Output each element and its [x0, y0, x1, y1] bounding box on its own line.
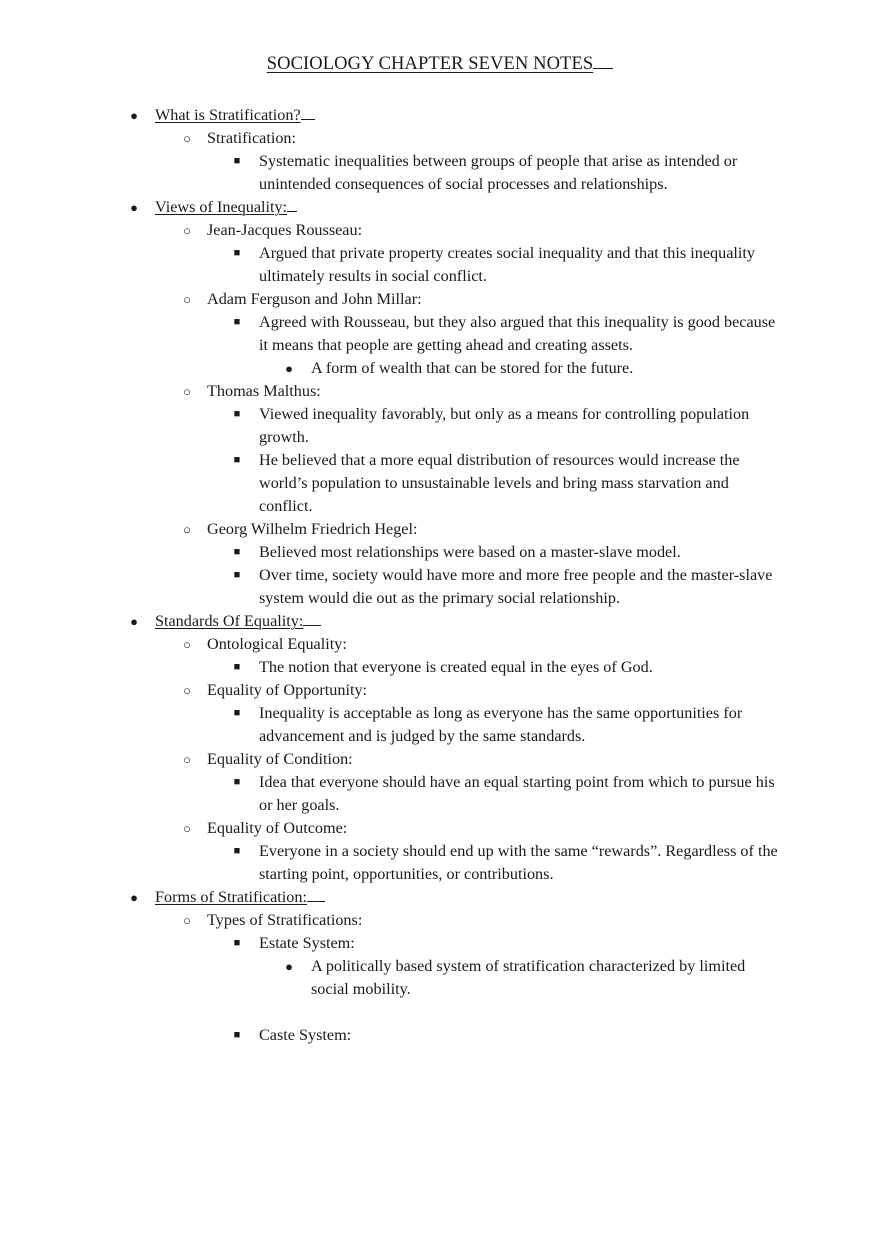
topic-item — [0, 219, 880, 242]
page-title — [0, 54, 880, 75]
hollow-circle-bullet-icon: ○ — [183, 384, 191, 399]
note-text: Over time, society would have more and more free people and the master-slave system would die out as the primary social relationship. — [259, 566, 773, 607]
section-heading — [0, 104, 880, 127]
topic-item — [0, 380, 880, 403]
note-point — [0, 449, 880, 518]
hollow-circle-bullet-icon: ○ — [183, 131, 191, 146]
note-text: Everyone in a society should end up with the same “rewards”. Regardless of the starting point, opportunities, or contributions. — [259, 842, 778, 883]
note-point — [0, 150, 880, 196]
section-heading — [0, 886, 880, 909]
section-heading-text: What is Stratification? — [155, 106, 301, 124]
square-bullet-icon: ■ — [233, 408, 241, 420]
hollow-circle-bullet-icon: ○ — [183, 913, 191, 928]
note-point — [0, 311, 880, 357]
filled-circle-bullet-icon: ● — [130, 614, 138, 629]
note-point — [0, 1024, 880, 1047]
topic-item — [0, 909, 880, 932]
topic-item — [0, 127, 880, 150]
section-heading-text: Forms of Stratification: — [155, 888, 307, 906]
note-point — [0, 242, 880, 288]
filled-circle-bullet-icon: ● — [130, 890, 138, 905]
topic-label: Jean-Jacques Rousseau: — [207, 221, 363, 239]
topic-item — [0, 633, 880, 656]
notes-outline — [0, 104, 880, 1047]
blank-line — [0, 1001, 880, 1024]
note-text: Systematic inequalities between groups of people that arise as intended or unintended consequences of social processes and relationships. — [259, 152, 738, 193]
topic-item — [0, 288, 880, 311]
filled-circle-bullet-icon: ● — [130, 200, 138, 215]
square-bullet-icon: ■ — [233, 661, 241, 673]
square-bullet-icon: ■ — [233, 937, 241, 949]
square-bullet-icon: ■ — [233, 845, 241, 857]
section-heading — [0, 610, 880, 633]
square-bullet-icon: ■ — [233, 546, 241, 558]
square-bullet-icon: ■ — [233, 707, 241, 719]
sub-note-point — [0, 955, 880, 1001]
filled-circle-bullet-icon: ● — [285, 959, 293, 974]
filled-circle-bullet-icon: ● — [130, 108, 138, 123]
hollow-circle-bullet-icon: ○ — [183, 637, 191, 652]
note-point — [0, 656, 880, 679]
hollow-circle-bullet-icon: ○ — [183, 752, 191, 767]
hollow-circle-bullet-icon: ○ — [183, 821, 191, 836]
square-bullet-icon: ■ — [233, 1029, 241, 1041]
heading-underline-trail — [303, 610, 321, 626]
note-text: The notion that everyone is created equal in the eyes of God. — [259, 658, 653, 676]
title-underline-trail — [593, 54, 613, 69]
square-bullet-icon: ■ — [233, 155, 241, 167]
note-point — [0, 932, 880, 955]
square-bullet-icon: ■ — [233, 247, 241, 259]
topic-item — [0, 518, 880, 541]
note-point — [0, 541, 880, 564]
topic-label: Equality of Opportunity: — [207, 681, 368, 699]
section-heading — [0, 196, 880, 219]
note-point — [0, 564, 880, 610]
topic-label: Thomas Malthus: — [207, 382, 321, 400]
sub-note-text: A form of wealth that can be stored for the future. — [311, 359, 634, 377]
section-heading-text: Standards Of Equality: — [155, 612, 304, 630]
note-text: Agreed with Rousseau, but they also argued that this inequality is good because it means that people are getting ahead and creating assets. — [259, 313, 776, 354]
section-heading-text: Views of Inequality: — [155, 198, 288, 216]
hollow-circle-bullet-icon: ○ — [183, 223, 191, 238]
topic-label: Georg Wilhelm Friedrich Hegel: — [207, 520, 418, 538]
note-text: Viewed inequality favorably, but only as a means for controlling population growth. — [259, 405, 750, 446]
hollow-circle-bullet-icon: ○ — [183, 522, 191, 537]
square-bullet-icon: ■ — [233, 776, 241, 788]
topic-label: Equality of Outcome: — [207, 819, 348, 837]
note-text: Inequality is acceptable as long as everyone has the same opportunities for advancement and is judged by the same standards. — [259, 704, 743, 745]
sub-note-text: A politically based system of stratification characterized by limited social mobility. — [311, 957, 746, 998]
topic-label: Types of Stratifications: — [207, 911, 363, 929]
square-bullet-icon: ■ — [233, 569, 241, 581]
note-point — [0, 403, 880, 449]
note-point — [0, 771, 880, 817]
hollow-circle-bullet-icon: ○ — [183, 292, 191, 307]
heading-underline-trail — [301, 104, 315, 120]
note-text: Argued that private property creates social inequality and that this inequality ultimately results in social conflict. — [259, 244, 755, 285]
heading-underline-trail — [307, 886, 325, 902]
topic-label: Ontological Equality: — [207, 635, 347, 653]
square-bullet-icon: ■ — [233, 454, 241, 466]
topic-label: Stratification: — [207, 129, 297, 147]
topic-label: Equality of Condition: — [207, 750, 353, 768]
topic-label: Adam Ferguson and John Millar: — [207, 290, 422, 308]
topic-item — [0, 817, 880, 840]
filled-circle-bullet-icon: ● — [285, 361, 293, 376]
note-text: Estate System: — [259, 934, 355, 952]
note-text: Idea that everyone should have an equal starting point from which to pursue his or her goals. — [259, 773, 775, 814]
hollow-circle-bullet-icon: ○ — [183, 683, 191, 698]
topic-item — [0, 748, 880, 771]
square-bullet-icon: ■ — [233, 316, 241, 328]
title-text: SOCIOLOGY CHAPTER SEVEN NOTES — [266, 54, 594, 74]
sub-note-point — [0, 357, 880, 380]
note-point — [0, 702, 880, 748]
note-text: Believed most relationships were based on a master-slave model. — [259, 543, 681, 561]
heading-underline-trail — [287, 196, 297, 212]
note-point — [0, 840, 880, 886]
topic-item — [0, 679, 880, 702]
note-text: He believed that a more equal distribution of resources would increase the world’s population to unsustainable levels and bring mass starvation and conflict. — [259, 451, 740, 515]
note-text: Caste System: — [259, 1026, 352, 1044]
